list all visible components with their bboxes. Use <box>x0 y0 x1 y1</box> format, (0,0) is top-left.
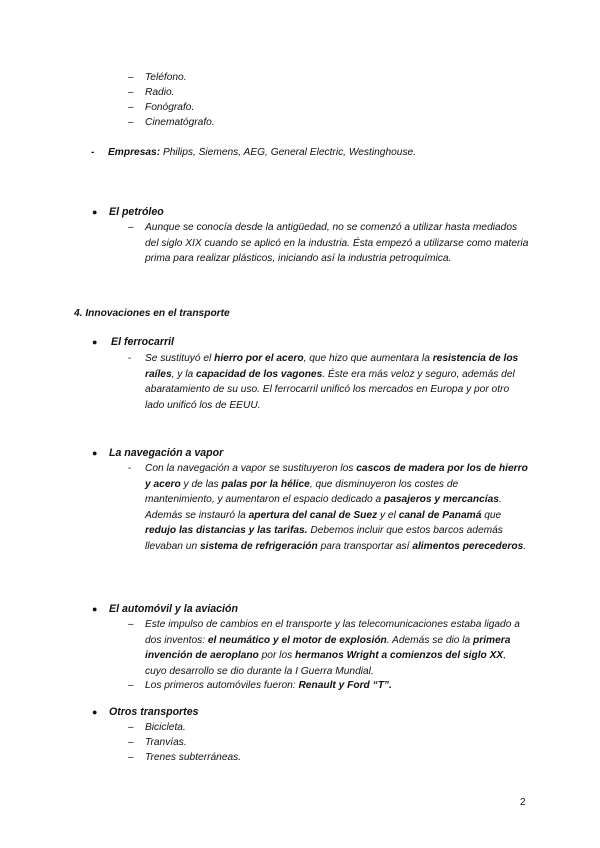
text: que <box>481 509 502 521</box>
bold-text: pasajeros y mercancías <box>384 494 499 506</box>
text: . <box>523 540 527 552</box>
bullet-dot: ● <box>92 707 98 717</box>
page-number: 2 <box>520 797 526 808</box>
text: , que hizo que aumentara la <box>303 353 433 364</box>
bold-text: resistencia de los raíles <box>145 353 519 380</box>
ferrocarril-heading: El ferrocarril <box>111 336 175 348</box>
bold-text: alimentos perecederos <box>412 540 524 552</box>
text: Con la navegación a vapor se sustituyeron los <box>145 463 357 474</box>
bullet-dot: ● <box>92 337 98 347</box>
bold-text: primera invención de aeroplano <box>145 634 511 662</box>
text: , cuyo desarrollo se dio durante la I Guerra Mundial. <box>145 650 507 677</box>
empresas-text: Philips, Siemens, AEG, General Electric, Westinghouse. <box>160 147 417 158</box>
list-item-telefono: Teléfono. <box>145 72 187 83</box>
dash-bullet: – <box>128 752 134 763</box>
text: y de las <box>180 478 222 490</box>
text: . Además se instauró la <box>145 494 502 521</box>
text: para transportar así <box>317 540 413 552</box>
bold-text: el neumático y el motor de explosión <box>207 634 387 646</box>
dash-bullet: – <box>128 737 134 748</box>
automovil-paragraph <box>145 617 530 679</box>
bold-text: canal de Panamá <box>398 509 482 521</box>
otros-heading: Otros transportes <box>109 706 199 718</box>
bold-text: redujo las distancias y las tarifas. <box>145 525 308 537</box>
bullet-dot: ● <box>92 448 98 458</box>
navegacion-heading: La navegación a vapor <box>109 447 224 459</box>
bullet-dot: ● <box>92 207 98 217</box>
list-item-fonografo: Fonógrafo. <box>145 102 195 113</box>
text: , y la <box>171 368 196 380</box>
automovil-item-2 <box>145 678 392 694</box>
dash-bullet: – <box>128 72 134 83</box>
dash-bullet: – <box>128 102 134 113</box>
bold-text: Renault y Ford “T”. <box>298 680 392 691</box>
automovil-heading: El automóvil y la aviación <box>109 603 238 615</box>
petroleo-paragraph: Aunque se conocía desde la antigüedad, no se comenzó a utilizar hasta mediados del siglo XIX cuando se aplicó en la industria. Ésta empezó a utilizarse como materia prima para realizar plásticos, iniciando así la industria petroquímica. <box>145 222 529 265</box>
text: Este impulso de cambios en el transporte y las telecomunicaciones estaba ligado a dos inventos: <box>145 619 520 646</box>
bold-text: capacidad de los vagones <box>195 368 323 380</box>
ferrocarril-paragraph <box>145 351 530 413</box>
text: por los <box>258 650 296 662</box>
list-item-radio: Radio. <box>145 87 175 98</box>
list-item-trenes: Trenes subterráneas. <box>145 752 242 763</box>
dash-bullet: - <box>128 463 132 474</box>
bold-text: hermanos Wright a comienzos del siglo XX <box>295 650 504 662</box>
bold-text: cascos de madera por los de hierro y acero <box>145 463 528 490</box>
bold-text: hierro por el acero <box>214 353 304 364</box>
empresas-line <box>108 145 416 161</box>
bullet-dot: ● <box>92 604 98 614</box>
dash-bullet: - <box>91 147 95 158</box>
dash-bullet: – <box>128 117 134 128</box>
dash-bullet: – <box>128 722 134 733</box>
dash-bullet: – <box>128 680 134 691</box>
dash-bullet: - <box>128 353 132 364</box>
text: Los primeros automóviles fueron: <box>145 680 299 691</box>
text: Se sustituyó el <box>145 353 215 364</box>
list-item-bicicleta: Bicicleta. <box>145 722 186 733</box>
bold-text: apertura del canal de Suez <box>248 509 378 521</box>
list-item-tranvias: Tranvías. <box>145 737 187 748</box>
list-item-cinematografo: Cinematógrafo. <box>145 117 215 128</box>
petroleo-heading: El petróleo <box>109 206 164 218</box>
text: Debemos incluir que estos barcos además llevaban un <box>145 525 503 552</box>
text: , que disminuyeron los costes de mantenimiento, y aumentaron el espacio dedicado a <box>145 478 459 506</box>
text: y el <box>377 509 399 521</box>
dash-bullet: – <box>128 619 134 630</box>
navegacion-paragraph <box>145 461 530 555</box>
text: . Éste era más veloz y seguro, además del abaratamiento de su uso. El ferrocarril unificó los mercados en Europa y por otro lado unificó los de EEUU. <box>145 368 515 411</box>
text: . Además se dio la <box>386 634 474 646</box>
bold-text: sistema de refrigeración <box>199 540 318 552</box>
bold-text: palas por la hélice <box>221 478 310 490</box>
dash-bullet: – <box>128 222 134 233</box>
section-title: 4. Innovaciones en el transporte <box>74 308 230 319</box>
empresas-label: Empresas: <box>108 147 161 158</box>
dash-bullet: – <box>128 87 134 98</box>
